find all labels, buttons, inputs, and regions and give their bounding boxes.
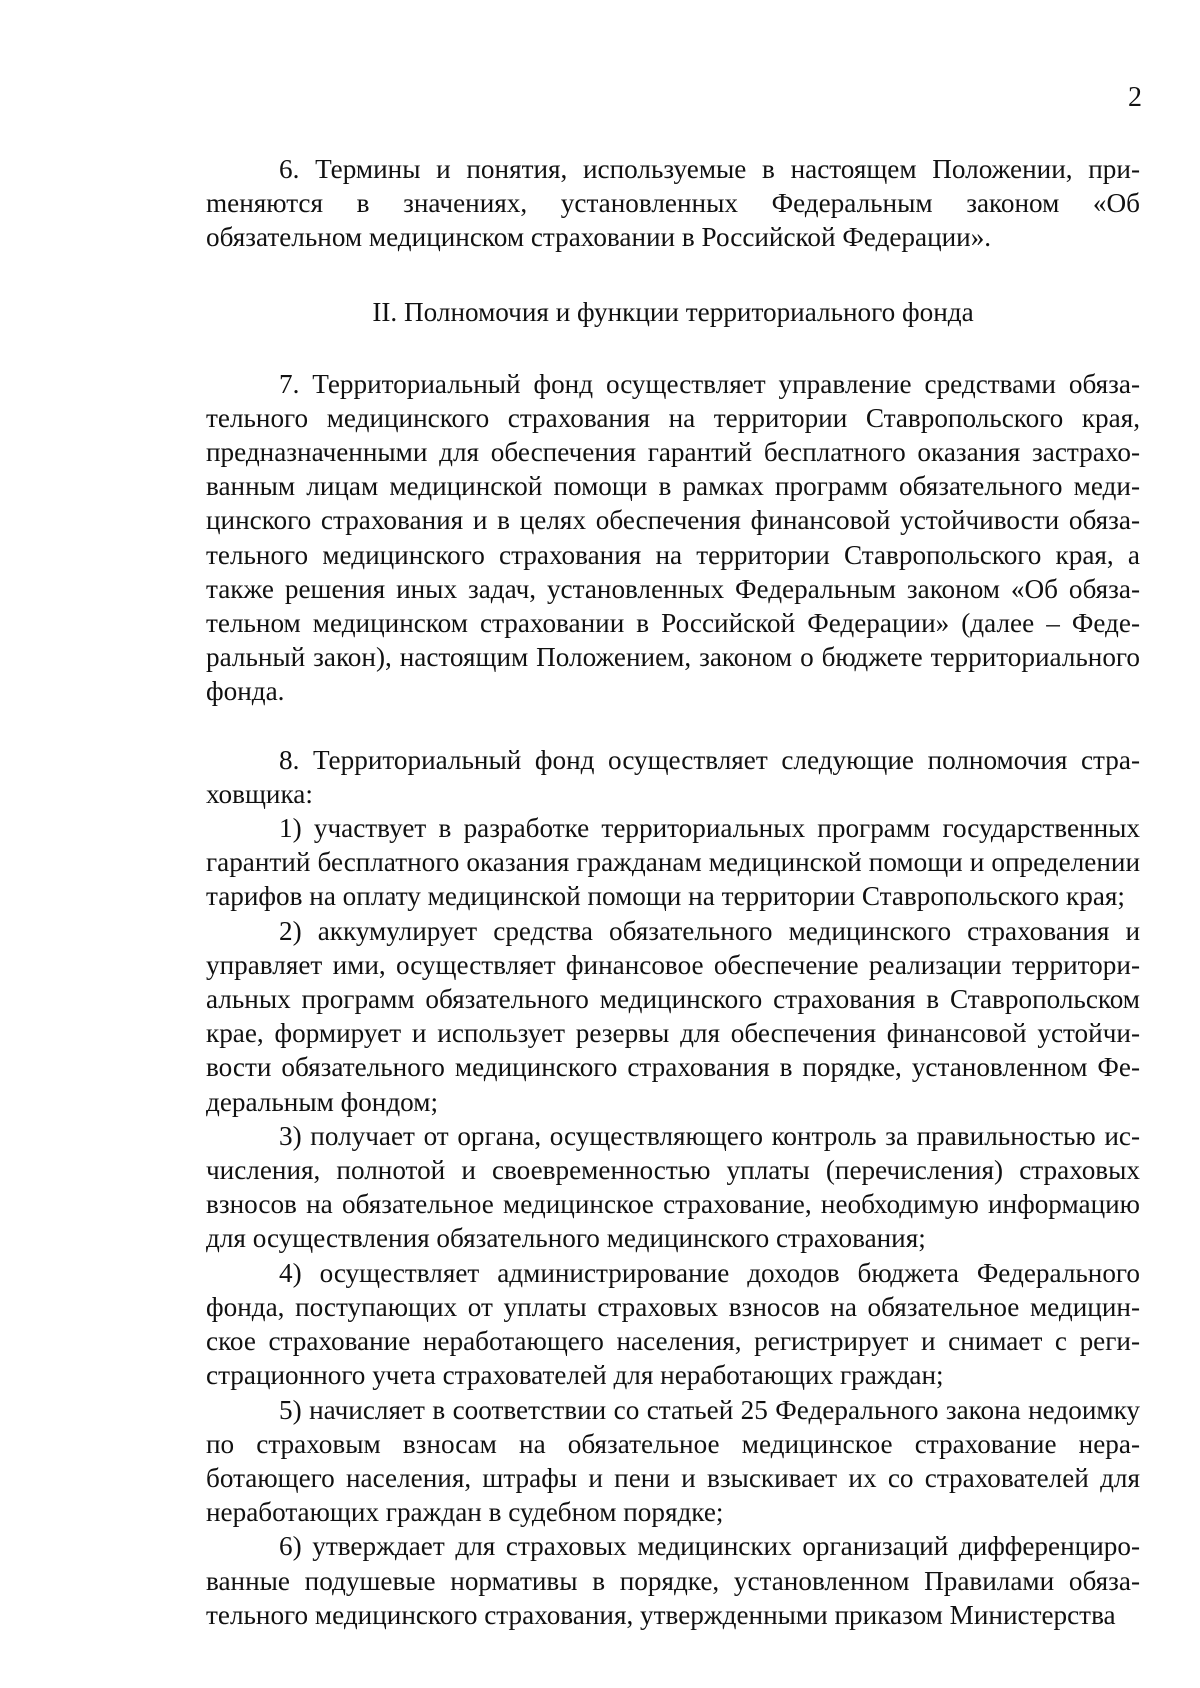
- paragraph-8: 8. Территориальный фонд осуществляет следующие полномочия страховщика:: [206, 744, 1140, 809]
- list-item-2: 2) аккумулирует средства обязательного медицинского страхования и управляет ими, осуществляет финансовое обеспечение реализации территориальных программ обязательного медицинского страхования в Ставропольском крае, формирует и использует резервы для обеспечения финансовой устойчивости обязательного медицинского страхования в порядке, установленном Федеральным фондом;: [206, 915, 1140, 1117]
- section-heading: II. Полномочия и функции территориального фонда: [372, 296, 974, 327]
- list-item-1: 1) участвует в разработке территориальных программ государственных гарантий бесплатного оказания гражданам медицинской помощи и определении тарифов на оплату медицинской помощи на территории Ставропольского края;: [206, 813, 1140, 912]
- list-item-6: 6) утверждает для страховых медицинских организаций дифференцированные подушевые нормативы в порядке, установленном Правилами обязательного медицинского страхования, утвержденными приказом Министерства: [206, 1531, 1140, 1630]
- list-item-5: 5) начисляет в соответствии со статьей 25 Федерального закона недоимку по страховым взносам на обязательное медицинское страхование неработающего населения, штрафы и пени и взыскивает их со страхователей для неработающих граждан в судебном порядке;: [206, 1394, 1140, 1528]
- paragraph-6: 6. Термины и понятия, используемые в настоящем Положении, приmeняются в значениях, установленных Федеральным законом «Об обязательном медицинском страховании в Российской Федерации».: [206, 154, 1140, 253]
- list-item-3: 3) получает от органа, осуществляющего контроль за правильностью исчисления, полнотой и своевременностью уплаты (перечисления) страховых взносов на обязательное медицинское страхование, необходимую информацию для осуществления обязательного медицинского страхования;: [206, 1120, 1140, 1254]
- document-body: [206, 152, 1140, 1632]
- list-item-4: 4) осуществляет администрирование доходов бюджета Федерального фонда, поступающих от уплаты страховых взносов на обязательное медицинское страхование неработающего населения, регистрирует и снимает с регистрационного учета страхователей для неработающих граждан;: [206, 1257, 1140, 1391]
- page-number: 2: [1128, 82, 1142, 113]
- paragraph-spacer: [206, 709, 1140, 743]
- paragraph-7: 7. Территориальный фонд осуществляет управление средствами обязательного медицинского страхования на территории Ставропольского края, предназначенными для обеспечения гарантий бесплатного оказания застрахованным лицам медицинской помощи в рамках программ обязательного медицинского страхования и в целях обеспечения финансовой устойчивости обязательного медицинского страхования на территории Ставропольского края, а также решения иных задач, установленных Федеральным законом «Об обязательном медицинском страховании в Российской Федерации» (далее – Федеральный закон), настоящим Положением, законом о бюджете территориального фонда.: [206, 368, 1140, 707]
